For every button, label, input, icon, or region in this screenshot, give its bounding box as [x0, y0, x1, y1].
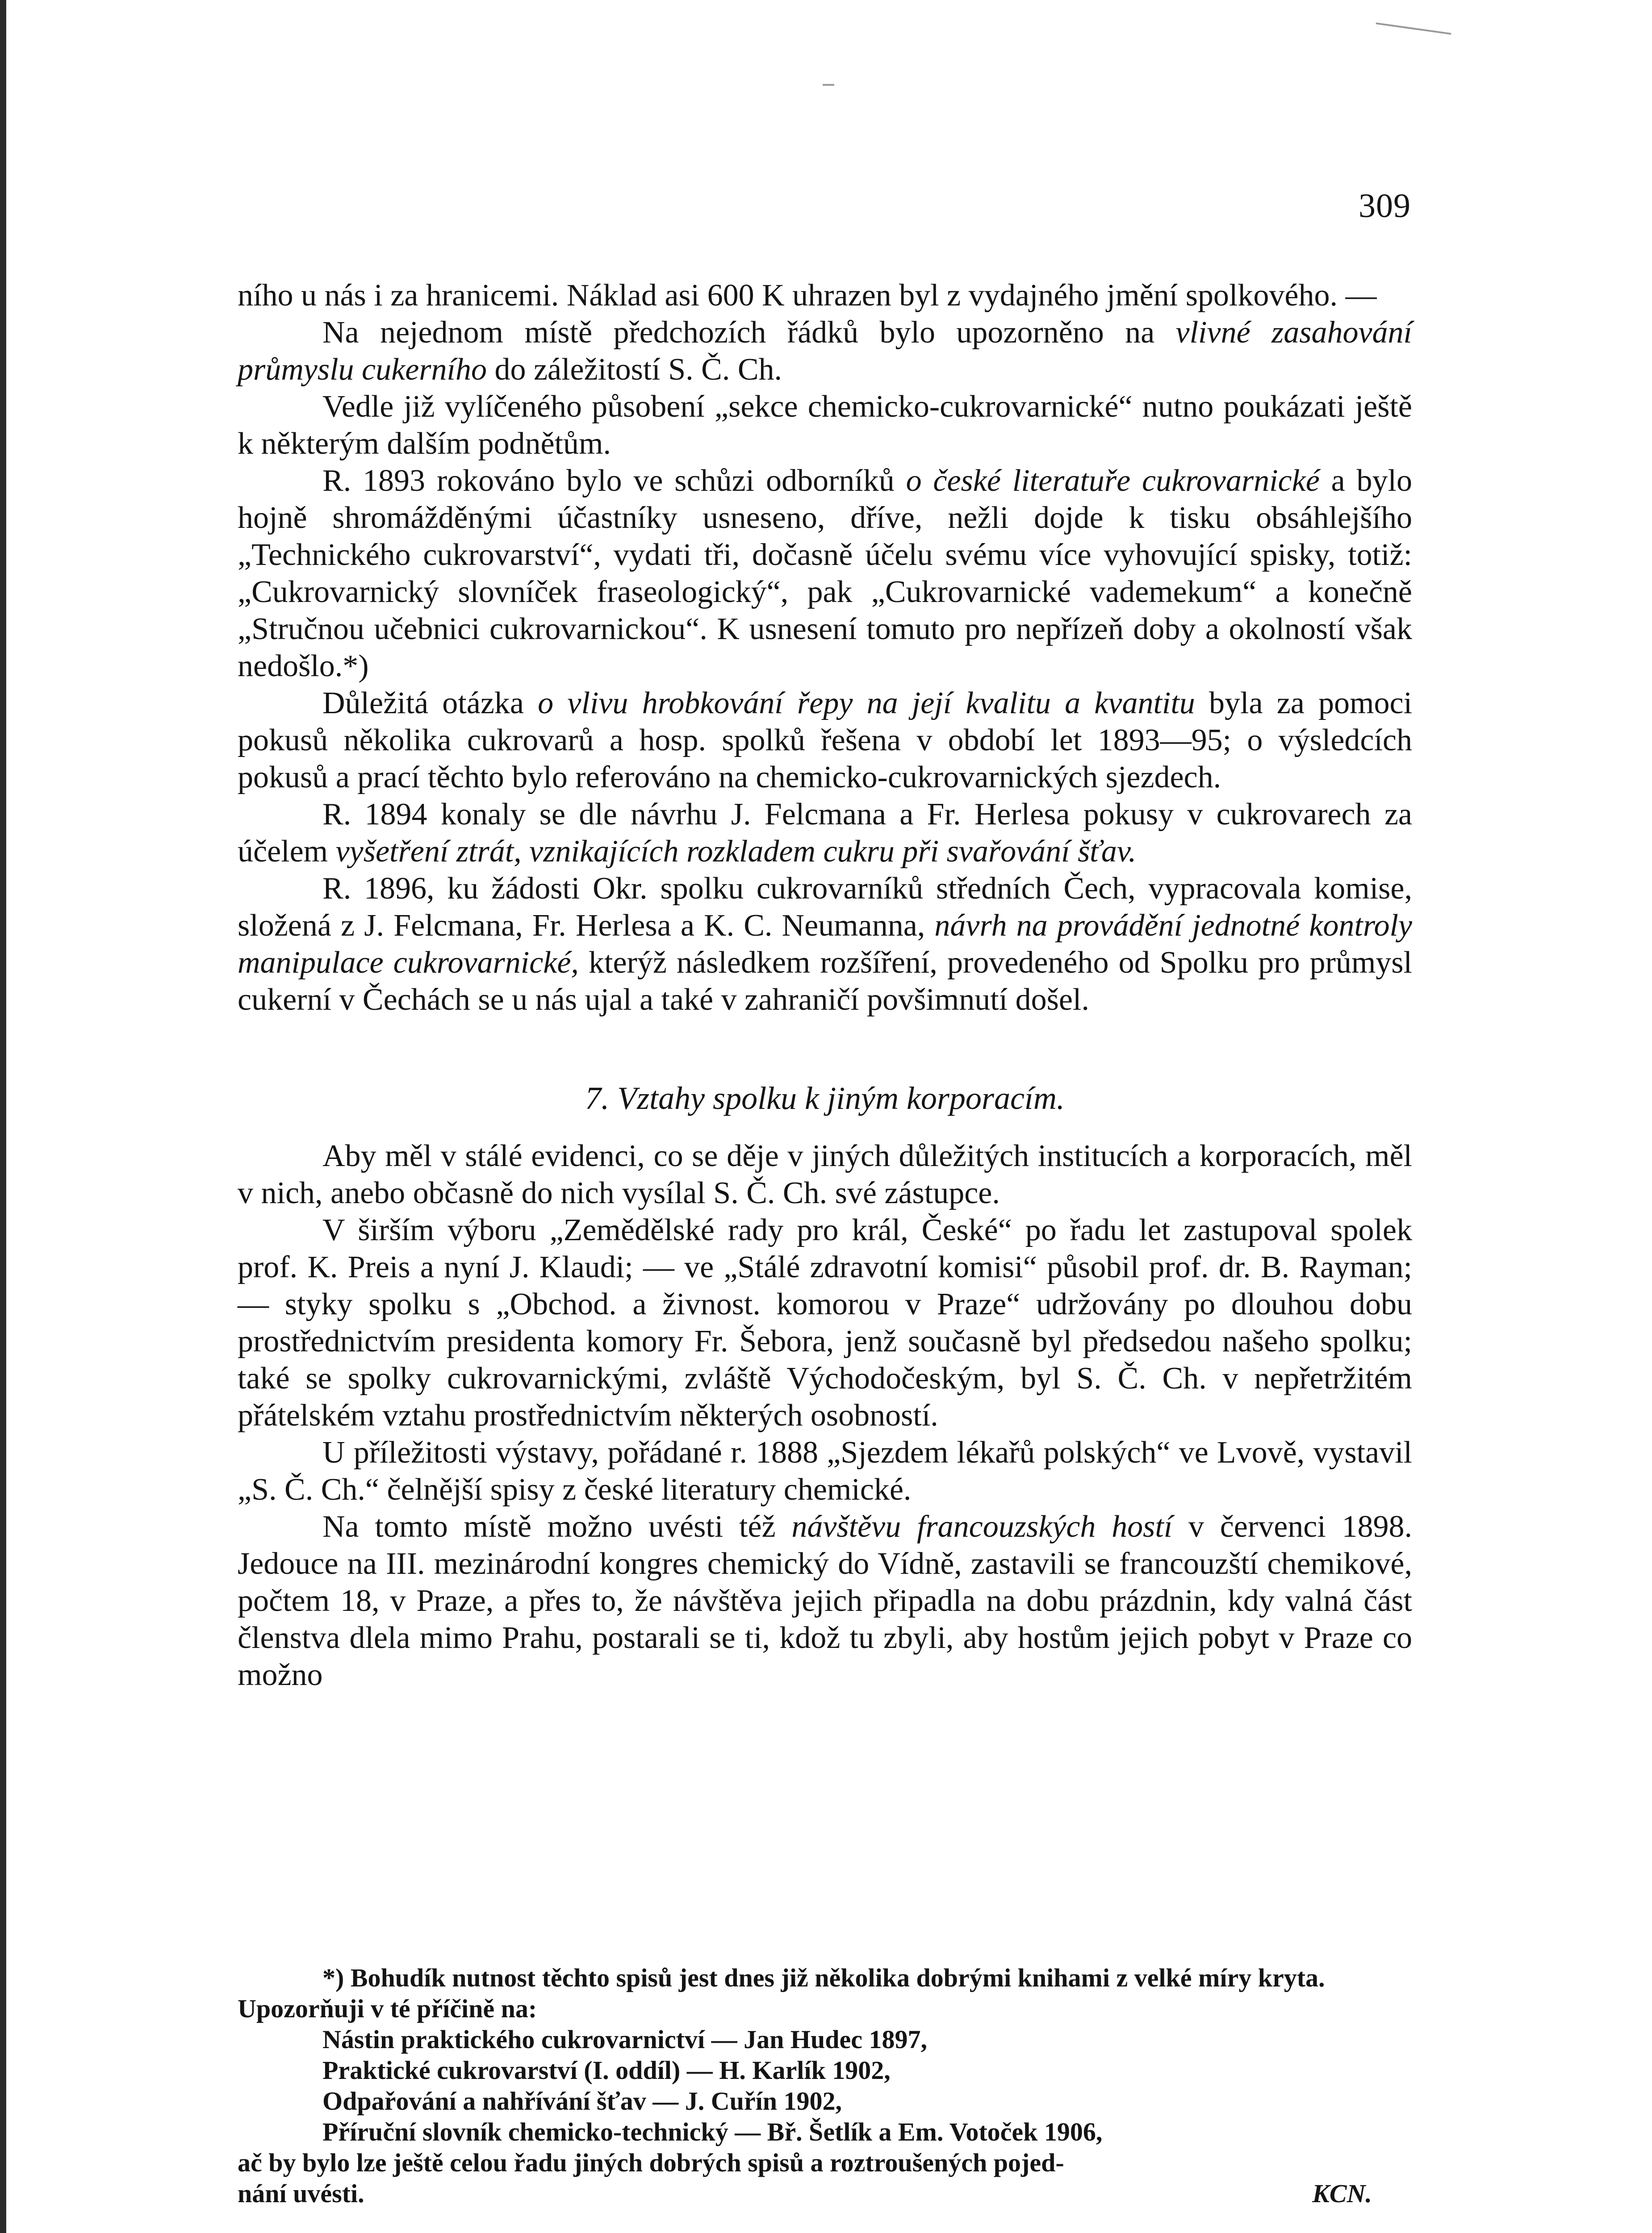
paragraph: Vedle již vylíčeného působení „sekce chemicko-cukrovarnické“ nutno poukázati ještě k některým dalším podnětům. — [238, 389, 1412, 461]
footnote — [238, 1962, 1372, 2209]
paragraph: R. 1896, ku žádosti Okr. spolku cukrovarníků středních Čech, vypracovala komise, složená z J. Felcmana, Fr. Herlesa a K. C. Neumanna, návrh na provádění jednotné kontroly manipulace cukrovarnické, kterýž následkem rozšíření, provedeného od Spolku pro průmysl cukerní v Čechách se u nás ujal a také v zahraničí povšimnutí došel. — [238, 871, 1412, 1017]
paragraph: Na nejednom místě předchozích řádků bylo upozorněno na vlivné zasahování průmyslu cukerního do záležitostí S. Č. Ch. — [238, 315, 1412, 387]
paragraph: R. 1894 konaly se dle návrhu J. Felcmana a Fr. Herlesa pokusy v cukrovarech za účelem vyšetření ztrát, vznikajících rozkladem cukru při svařování šťav. — [238, 797, 1412, 869]
paragraph: R. 1893 rokováno bylo ve schůzi odborníků o české literatuře cukrovarnické a bylo hojně shromážděnými účastníky usneseno, dříve, nežli dojde k tisku obsáhlejšího „Technického cukrovarství“, vydati tři, dočasně účelu svému více vyhovující spisky, totiž: „Cukrovarnický slovníček fraseologický“, pak „Cukrovarnické vademekum“ a konečně „Stručnou učebnici cukrovarnickou“. K usnesení tomuto pro nepřízeň doby a okolností však nedošlo.*) — [238, 464, 1412, 683]
paragraph: Důležitá otázka o vlivu hrobkování řepy na její kvalitu a kvantitu byla za pomoci pokusů několika cukrovarů a hosp. spolků řešena v období let 1893—95; o výsledcích pokusů a prací těchto bylo referováno na chemicko-cukrovarnických sjezdech. — [238, 686, 1413, 795]
paragraph: Na tomto místě možno uvésti též návštěvu francouzských hostí v červenci 1898. Jedouce na III. mezinárodní kongres chemický do Vídně, zastavili se francouzští chemikové, počtem 18, v Praze, a přes to, že návštěva jejich připadla na dobu prázdnin, kdy valná část členstva dlela mimo Prahu, postarali se ti, kdož tu zbyli, aby hostům jejich pobyt v Praze co možno — [238, 1510, 1413, 1692]
paragraph: U příležitosti výstavy, pořádané r. 1888 „Sjezdem lékařů polských“ ve Lvově, vystavil „S. Č. Ch.“ čelnější spisy z české literatury chemické. — [238, 1435, 1412, 1507]
page-number: 309 — [1359, 187, 1411, 225]
paragraph: Aby měl v stálé evidenci, co se děje v jiných důležitých institucích a korporacích, měl v nich, anebo občasně do nich vysílal S. Č. Ch. své zástupce. — [238, 1139, 1412, 1210]
body-text — [238, 277, 1412, 1694]
footnote-intro: *) Bohudík nutnost těchto spisů jest dnes již několika dobrými knihami z velké míry kryta. Upozorňuji v té příčině na: — [238, 1963, 1325, 2023]
footnote-book: Praktické cukrovarství (I. oddíl) — H. Karlík 1902, — [322, 2056, 891, 2085]
footnote-book: Příruční slovník chemicko-technický — Bř. Šetlík a Em. Votoček 1906, — [322, 2117, 1103, 2146]
paragraph: V širším výboru „Zemědělské rady pro král, České“ po řadu let zastupoval spolek prof. K. Preis a nyní J. Klaudi; — ve „Stálé zdravotní komisi“ působil prof. dr. B. Rayman; — styky spolku s „Obchod. a živnost. komorou v Praze“ udržovány po dlouhou dobu prostřednictvím presidenta komory Fr. Šebora, jenž současně byl předsedou našeho spolku; také se spolky cukrovarnickými, zvláště Východočeským, byl S. Č. Ch. v nepřetržitém přátelském vztahu prostřednictvím některých osobností. — [238, 1213, 1412, 1433]
footnote-book: Nástin praktického cukrovarnictví — Jan Hudec 1897, — [322, 2025, 927, 2054]
scan-artifact-line — [1376, 22, 1451, 35]
footnote-closing-line: nání uvésti. KCN. — [238, 2179, 1372, 2208]
scan-edge-shadow — [0, 0, 6, 2233]
paragraph: ního u nás i za hranicemi. Náklad asi 600 K uhrazen byl z vydajného jmění spolkového. — — [238, 278, 1377, 313]
section-heading: 7. Vztahy spolku k jiným korporacím. — [585, 1080, 1065, 1116]
footnote-book: Odpařování a nahřívání šťav — J. Cuřín 1902, — [322, 2087, 842, 2116]
scan-artifact-line — [823, 84, 834, 86]
footnote-closing: ač by bylo lze ještě celou řadu jiných dobrých spisů a roztroušených pojed- — [238, 2148, 1064, 2177]
signature: KCN. — [1312, 2179, 1372, 2208]
